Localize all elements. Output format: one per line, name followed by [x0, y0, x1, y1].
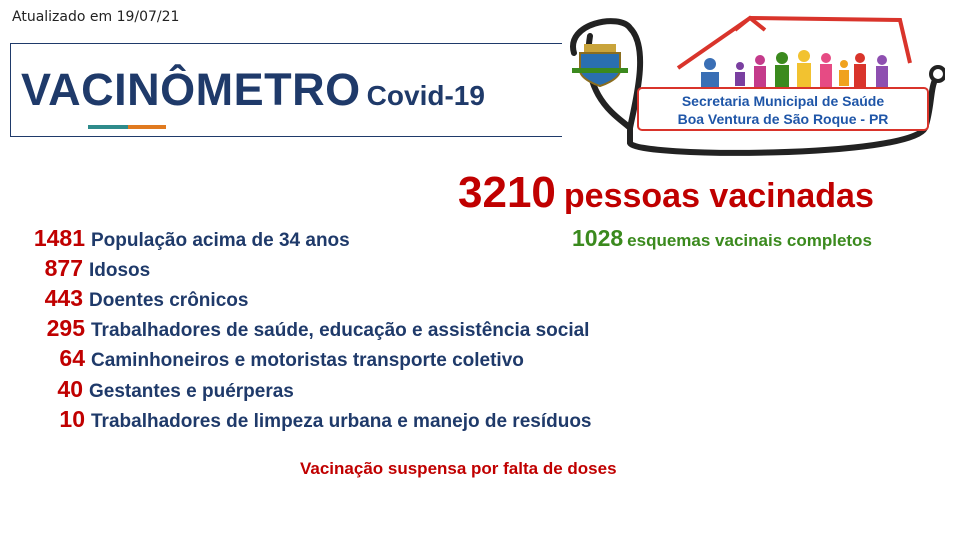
group-value: 1481	[33, 225, 85, 251]
accent-bar-teal	[88, 125, 128, 129]
title-box	[10, 43, 562, 137]
group-label: Idosos	[89, 260, 151, 281]
total-label: pessoas vacinadas	[563, 177, 874, 215]
group-label: Trabalhadores de saúde, educação e assistência social	[91, 320, 590, 341]
coat-of-arms-icon	[572, 44, 628, 86]
group-row	[30, 406, 592, 433]
group-label: Gestantes e puérperas	[89, 381, 294, 402]
update-date: Atualizado em 19/07/21	[12, 9, 180, 25]
group-row	[30, 376, 294, 403]
group-value: 295	[46, 315, 85, 341]
complete-schedules	[572, 225, 872, 252]
complete-label: esquemas vacinais completos	[627, 231, 872, 250]
total-value: 3210	[458, 168, 556, 217]
complete-value: 1028	[572, 225, 624, 251]
logo-line2: Boa Ventura de São Roque - PR	[677, 111, 889, 127]
logo-line1: Secretaria Municipal de Saúde	[681, 93, 885, 109]
suspension-notice: Vacinação suspensa por falta de doses	[300, 459, 617, 478]
page-title	[21, 64, 485, 116]
title-main: VACINÔMETRO	[21, 64, 361, 115]
group-value: 64	[59, 345, 85, 371]
family-people-icon	[701, 50, 888, 89]
secretaria-logo	[560, 8, 945, 158]
group-value: 877	[44, 255, 83, 281]
group-label: Caminhoneiros e motoristas transporte coletivo	[91, 350, 524, 371]
group-label: Doentes crônicos	[89, 290, 249, 311]
group-label: Trabalhadores de limpeza urbana e manejo de resíduos	[91, 411, 592, 432]
group-row	[30, 285, 248, 312]
group-row	[30, 225, 350, 252]
group-value: 40	[57, 376, 83, 402]
group-row	[30, 255, 150, 282]
group-row	[30, 315, 589, 342]
group-row	[30, 345, 524, 372]
total-vaccinated	[458, 168, 874, 218]
title-sub: Covid-19	[366, 80, 485, 111]
group-label: População acima de 34 anos	[91, 230, 350, 251]
accent-bar-orange	[128, 125, 166, 129]
group-value: 10	[59, 406, 85, 432]
group-value: 443	[44, 285, 83, 311]
